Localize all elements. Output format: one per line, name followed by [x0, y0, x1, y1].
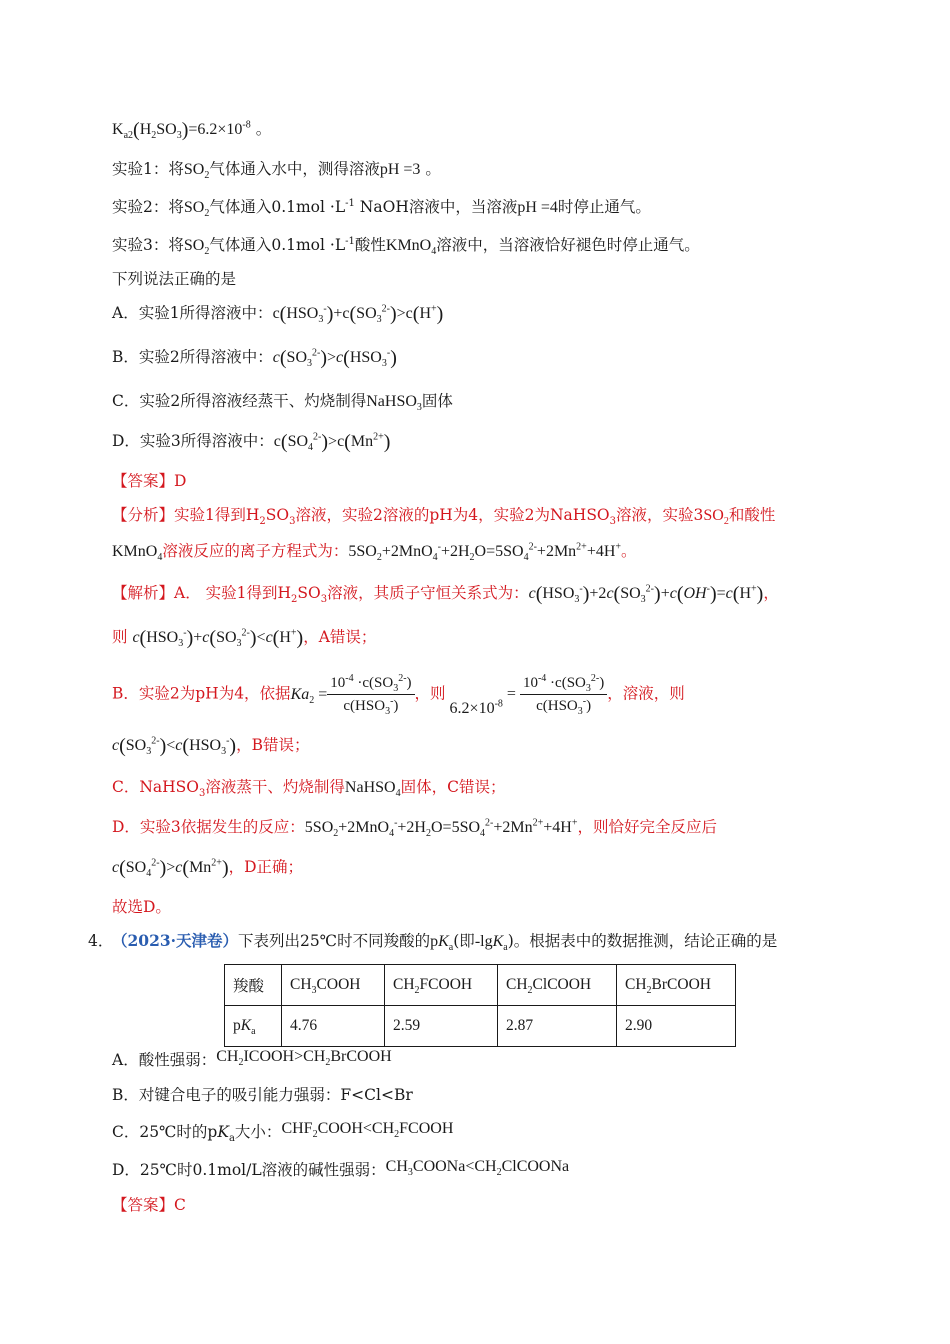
ka2-fraction-1: $\frac{10^{-4} \cdot c(SO_3^{2-})}{c(HSO_3^-)}$ [327, 672, 414, 717]
ka2-line: $K_{a2}(H_2SO_3)=6.2\times 10^{-8}$ 。 [112, 119, 272, 142]
table-cell: $CH_3COOH$ [282, 965, 385, 1006]
option-b: B．实验2所得溶液中：$c(SO_3^{2-})>c(HSO_3^-)$ [112, 347, 397, 370]
solution-line-1: 【解析】A． 实验1得到$H_2SO_3$溶液，其质子守恒关系式为：$c(HSO_3^-)+2c(SO_3^{2-})+c(OH^-)=c(H^+)$， [112, 583, 779, 606]
q4-option-a: A．酸性强弱：$CH_2ICOOH>CH_2BrCOOH$ [112, 1048, 392, 1069]
table-row [225, 1006, 736, 1047]
table-cell: 2.90 [617, 1006, 736, 1047]
experiment-3: 实验3：将$SO_2$气体通入$0.1mol \cdot L^{-1}$酸性KMnO$_4$溶液中，当溶液恰好褪色时停止通气。 [112, 235, 700, 258]
q4-option-b: B．对键合电子的吸引能力强弱：F<Cl<Br [112, 1086, 413, 1104]
table-cell: $CH_2BrCOOH$ [617, 965, 736, 1006]
ka2-fraction-2: $\frac{10^{-4} \cdot c(SO_3^{2-})}{c(HSO_3^-)}$ [520, 672, 607, 717]
analysis-line-2: KMnO$_4$溶液反应的离子方程式为：$5SO_2+2MnO_4^-+2H_2O=5SO_4^{2-}+2Mn^{2+}+4H^+$。 [112, 541, 637, 564]
option-c: C．实验2所得溶液经蒸干、灼烧制得NaHSO$_3$固体 [112, 392, 453, 414]
option-a: A．实验1所得溶液中：$c(HSO_3^-)+c(SO_3^{2-})>c(H^+)$ [112, 303, 444, 326]
solution-line-5: C．NaHSO$_3$溶液蒸干、灼烧制得NaHSO$_4$固体，C错误； [112, 778, 506, 800]
table-cell: 羧酸 [225, 965, 282, 1006]
experiment-1: 实验1：将$SO_2$气体通入水中，测得溶液pH =3 。 [112, 160, 441, 182]
solution-line-3: B．实验2为pH为4，依据$Ka_2$ = $\frac{10^{-4} \cdot c(SO_3^{2-})}{c(HSO_3^-)}$ ，则 $6.2\times 10^{-8}$ = $\frac{10^{-4} \cdot c(SO_3^{2-})}{c(HSO_3^-)}$ ，溶液，则 [112, 673, 685, 717]
answer-4: 【答案】C [112, 1196, 186, 1214]
table-cell: $CH_2ClCOOH$ [498, 965, 617, 1006]
q4-option-d: D．25℃时0.1mol/L溶液的碱性强弱：$CH_3COONa<CH_2ClCOONa$ [112, 1158, 570, 1179]
table-cell: 2.59 [385, 1006, 498, 1047]
solution-line-4: $c(SO_3^{2-})<c(HSO_3^-)$，B错误； [112, 735, 310, 758]
q4-option-c: C．25℃时的$pK_a$大小：$CHF_2COOH<CH_2FCOOH$ [112, 1120, 454, 1145]
question-4-source: （2023·天津卷） [112, 931, 239, 950]
question-stem: 下列说法正确的是 [112, 270, 237, 288]
question-4-number: 4． [88, 932, 114, 950]
option-d: D．实验3所得溶液中：$c(SO_4^{2-})>c(Mn^{2+})$ [112, 431, 391, 454]
experiment-2: 实验2：将$SO_2$气体通入$0.1mol \cdot L^{-1}$ NaOH溶液中，当溶液pH =4时停止通气。 [112, 197, 651, 220]
table-cell: 4.76 [282, 1006, 385, 1047]
question-4-stem: （2023·天津卷）下表列出25℃时不同羧酸的$pK_a$(即-lgK$_a$)。根据表中的数据推测，结论正确的是 [112, 931, 778, 954]
solution-line-6: D．实验3依据发生的反应：$5SO_2+2MnO_4^-+2H_2O=5SO_4^{2-}+2Mn^{2+}+4H^+$，则恰好完全反应后 [112, 817, 717, 840]
table-header-row [225, 965, 736, 1006]
solution-line-7: $c(SO_4^{2-})>c(Mn^{2+})$，D正确； [112, 857, 304, 880]
analysis-line-1: 【分析】实验1得到$H_2SO_3$溶液，实验2溶液的pH为4，实验2为NaHSO$_3$溶液，实验$3SO_2$和酸性 [112, 506, 776, 528]
answer-3: 【答案】D [112, 472, 187, 490]
table-cell: $CH_2FCOOH$ [385, 965, 498, 1006]
table-cell: $pK_a$ [225, 1006, 282, 1047]
solution-line-2: 则 $c(HSO_3^-)+c(SO_3^{2-})<c(H^+)$，A错误； [112, 627, 377, 650]
solution-line-8: 故选D。 [112, 898, 171, 916]
pka-table [224, 964, 736, 1047]
table-cell: 2.87 [498, 1006, 617, 1047]
